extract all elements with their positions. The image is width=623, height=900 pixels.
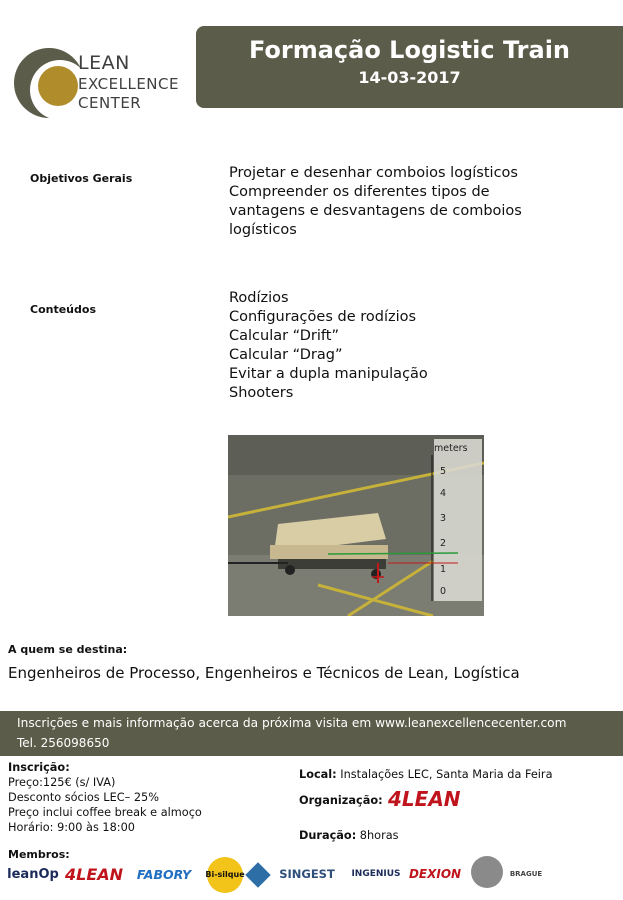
- duracao-value: 8horas: [356, 829, 399, 842]
- conteudos-line: Shooters: [229, 385, 294, 401]
- local-value: Instalações LEC, Santa Maria da Feira: [336, 768, 553, 781]
- lec-logo: [10, 40, 196, 135]
- logo-text-center: CENTER: [78, 94, 142, 112]
- scale-tick: 5: [440, 466, 447, 477]
- header-banner: [196, 26, 623, 108]
- members-label: Membros:: [8, 848, 70, 861]
- scale-label: meters: [434, 443, 468, 454]
- member-logo-4lean: 4LEAN: [64, 864, 124, 884]
- scale-tick: 3: [440, 513, 447, 524]
- singest-diamond-icon: [245, 862, 270, 887]
- member-logo-leanop: leanOp: [7, 866, 59, 882]
- conteudos-line: Calcular “Drift”: [229, 328, 339, 344]
- scale-tick: 2: [440, 538, 447, 549]
- objetivos-line: Projetar e desenhar comboios logísticos: [229, 165, 518, 181]
- member-logo-brague: BRAGUE: [509, 870, 543, 878]
- member-logo-fabory: FABORY: [136, 866, 192, 882]
- logistic-train-photo: [228, 435, 484, 616]
- objetivos-line: Compreender os diferentes tipos de: [229, 184, 490, 200]
- conteudos-list: [229, 289, 619, 403]
- info-phone: Tel. 256098650: [17, 736, 110, 750]
- conteudos-label: Conteúdos: [30, 303, 96, 316]
- member-logo-singest: SINGEST: [279, 867, 335, 881]
- local-label: Local:: [299, 768, 337, 781]
- objetivos-label: Objetivos Gerais: [30, 172, 133, 185]
- scale-tick: 1: [440, 564, 447, 575]
- info-bar: [0, 711, 623, 756]
- inscricao-label: Inscrição:: [8, 761, 70, 774]
- conteudos-line: Evitar a dupla manipulação: [229, 366, 428, 382]
- member-logo-dexion: DEXION: [408, 867, 462, 881]
- inscricao-block: [8, 760, 202, 835]
- duracao-row: [299, 828, 399, 843]
- audience-label: A quem se destina:: [8, 643, 128, 656]
- course-title: Formação Logistic Train: [248, 36, 571, 64]
- organizacao-row: [299, 793, 383, 808]
- conteudos-line: Calcular “Drag”: [229, 347, 343, 363]
- organizacao-label: Organização:: [299, 794, 383, 807]
- conteudos-line: Configurações de rodízios: [229, 309, 417, 325]
- inscricao-line: Horário: 9:00 às 18:00: [8, 821, 135, 834]
- logo-text-lean: LEAN: [78, 52, 130, 74]
- info-registration-text: Inscrições e mais informação acerca da próxima visita em www.leanexcellencecenter.com: [17, 716, 567, 730]
- logo-text-excellence: EXCELLENCE: [78, 75, 179, 93]
- brague-circle-icon: [471, 856, 503, 888]
- conteudos-line: Rodízios: [229, 290, 289, 306]
- objetivos-line: logísticos: [229, 222, 297, 238]
- course-date: 14-03-2017: [358, 68, 461, 87]
- duracao-label: Duração:: [299, 829, 357, 842]
- inscricao-line: Desconto sócios LEC– 25%: [8, 791, 159, 804]
- inscricao-line: Preço inclui coffee break e almoço: [8, 806, 202, 819]
- objetivos-list: [229, 164, 619, 240]
- audience-text: Engenheiros de Processo, Engenheiros e Técnicos de Lean, Logística: [8, 664, 520, 682]
- organizer-4lean-logo: 4LEAN: [388, 787, 461, 811]
- member-logo-bisilque: Bi-silque: [205, 869, 245, 879]
- objetivos-line: vantagens e desvantagens de comboios: [229, 203, 522, 219]
- local-row: [299, 767, 553, 782]
- scale-tick: 4: [440, 488, 447, 499]
- inscricao-line: Preço:125€ (s/ IVA): [8, 776, 116, 789]
- member-logo-ingenius: INGENIUS: [351, 869, 401, 879]
- scale-tick: 0: [440, 586, 447, 597]
- logo-dot-icon: [38, 66, 78, 106]
